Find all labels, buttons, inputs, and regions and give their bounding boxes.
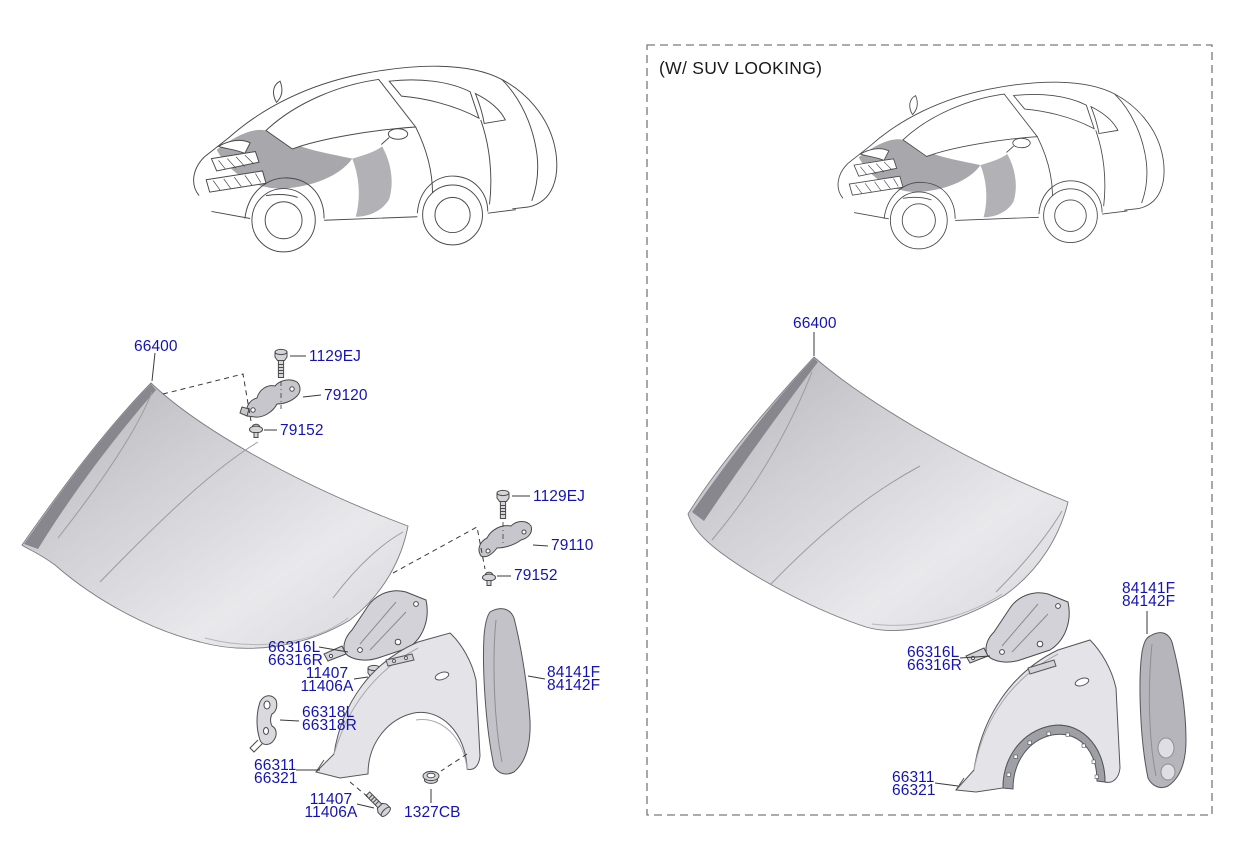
part-number-line[interactable]: 84142F [1122,593,1176,610]
part-label-66311-right[interactable] [892,771,936,797]
bolt-1129ej-upper-left [275,349,287,377]
fender-panel-right [956,640,1120,792]
bolt-11407-lower-left [364,790,392,818]
fender-insulator-left [483,609,530,774]
part-label-11407-upper-left[interactable] [298,667,356,693]
fender-insulator-right [1140,633,1186,788]
part-number-line[interactable]: 66316L [268,639,321,656]
part-number-line[interactable]: 84142F [547,677,601,694]
bracket-66318 [250,696,277,752]
suv-looking-title: (W/ SUV LOOKING) [659,58,823,78]
part-label-11407-lower-left[interactable] [302,793,360,819]
part-label-66400-right[interactable]: 66400 [793,315,837,332]
part-number-line[interactable]: 11407 [309,791,353,808]
part-label-66316-right[interactable] [907,646,962,672]
part-number-line[interactable]: 66311 [892,769,935,786]
part-number-line[interactable]: 66318R [302,717,357,734]
part-number-line[interactable]: 66316R [268,652,323,669]
part-label-79152-lower[interactable]: 79152 [514,567,558,584]
bolt-1129ej-lower-left [497,490,509,518]
part-label-66400-left[interactable]: 66400 [134,338,178,355]
car-illustration-left [194,66,557,252]
part-label-79152-upper[interactable]: 79152 [280,422,324,439]
part-number-line[interactable]: 84141F [547,664,601,681]
screw-79152-upper-left [250,424,263,437]
part-label-79120[interactable]: 79120 [324,387,368,404]
hood-panel-right [688,357,1068,630]
part-label-1327cb[interactable]: 1327CB [404,804,461,821]
part-number-line[interactable]: 66321 [892,782,936,799]
part-number-line[interactable]: 84141F [1122,580,1176,597]
part-number-line[interactable]: 66321 [254,770,298,787]
part-number-line[interactable]: 66318L [302,704,355,721]
part-label-1129ej-upper-left[interactable]: 1129EJ [309,348,362,365]
hood-hinge-79110 [479,522,532,557]
screw-79152-lower-left [483,572,496,585]
part-number-line[interactable]: 11407 [305,665,349,682]
part-number-line[interactable]: 66316L [907,644,960,661]
hood-panel-left [22,383,408,648]
part-label-84141f-right[interactable] [1122,582,1175,608]
part-label-1129ej-lower-left[interactable]: 1129EJ [533,488,586,505]
part-label-79110[interactable]: 79110 [551,537,594,554]
part-number-line[interactable]: 11406A [300,678,354,695]
part-label-84141f-left[interactable] [547,666,600,692]
part-number-line[interactable]: 66316R [907,657,962,674]
part-number-line[interactable]: 66311 [254,757,297,774]
car-illustration-right [838,82,1164,249]
nut-1327cb [423,771,439,783]
part-number-line[interactable]: 11406A [304,804,358,821]
part-label-66316-left[interactable] [268,641,323,667]
part-label-66318[interactable] [302,706,357,732]
part-label-66311-left[interactable] [254,759,298,785]
